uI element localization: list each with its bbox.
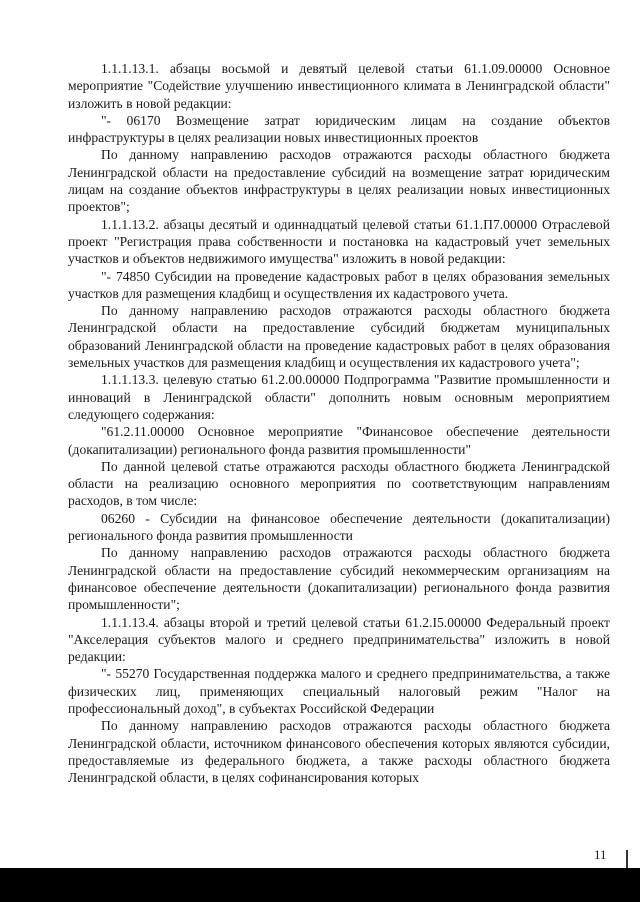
- document-body: [68, 60, 610, 786]
- paragraph-3: По данному направлению расходов отражаются расходы областного бюджета Ленинградской области на предоставление субсидий на возмещение затрат юридическим лицам на создание объектов инфраструктуры в целях реализации новых инвестиционных проектов";: [68, 147, 610, 215]
- paragraph-6: По данному направлению расходов отражаются расходы областного бюджета Ленинградской области на предоставление субсидий бюджетам муниципальных образований Ленинградской области на проведение кадастровых работ в целях образования земельных участков для размещения кладбищ и осуществления их кадастрового учета";: [68, 303, 610, 371]
- scan-bottom-border: [0, 868, 640, 902]
- paragraph-5: "- 74850 Субсидии на проведение кадастровых работ в целях образования земельных участков для размещения кладбищ и осуществления их кадастрового учета.: [68, 268, 610, 301]
- paragraph-11: По данному направлению расходов отражаются расходы областного бюджета Ленинградской области на предоставление субсидий некоммерческим организациям на финансовое обеспечение деятельности (докапитализации) регионального фонда развития промышленности";: [68, 545, 610, 613]
- paragraph-7: 1.1.1.13.3. целевую статью 61.2.00.00000 Подпрограмма "Развитие промышленности и инноваций в Ленинградской области" дополнить новым основным мероприятием следующего содержания:: [68, 372, 610, 422]
- paragraph-10: 06260 - Субсидии на финансовое обеспечение деятельности (докапитализации) регионального фонда развития промышленности: [68, 510, 610, 544]
- paragraph-1: 1.1.1.13.1. абзацы восьмой и девятый целевой статьи 61.1.09.00000 Основное мероприятие "Содействие улучшению инвестиционного климата в Ленинградской области" изложить в новой редакции:: [68, 61, 610, 111]
- paragraph-12: 1.1.1.13.4. абзацы второй и третий целевой статьи 61.2.I5.00000 Федеральный проект "Акселерация субъектов малого и среднего предпринимательства" изложить в новой редакции:: [68, 614, 610, 665]
- paragraph-8: "61.2.11.00000 Основное мероприятие "Финансовое обеспечение деятельности (докапитализации) регионального фонда развития промышленности": [68, 424, 610, 457]
- paragraph-9: По данной целевой статье отражаются расходы областного бюджета Ленинградской области на реализацию основного мероприятия по соответствующим направлениям расходов, в том числе:: [68, 458, 610, 509]
- page-number: 11: [594, 847, 607, 862]
- paragraph-14: По данному направлению расходов отражаются расходы областного бюджета Ленинградской области, источником финансового обеспечения которых являются субсидии, предоставляемые из федерального бюджета, а также расходы областного бюджета Ленинградской области, в целях софинансирования которых: [68, 718, 610, 786]
- paragraph-13: "- 55270 Государственная поддержка малого и среднего предпринимательства, а также физических лиц, применяющих специальный налоговый режим "Налог на профессиональный доход", в субъектах Российской Федерации: [68, 666, 610, 716]
- paragraph-4: 1.1.1.13.2. абзацы десятый и одиннадцатый целевой статьи 61.1.П7.00000 Отраслевой проект "Регистрация права собственности и постановка на кадастровый учет земельных участков и объектов недвижимого имущества" изложить в новой редакции:: [68, 216, 610, 267]
- paragraph-2: "- 06170 Возмещение затрат юридическим лицам на создание объектов инфраструктуры в целях реализации новых инвестиционных проектов: [68, 112, 610, 146]
